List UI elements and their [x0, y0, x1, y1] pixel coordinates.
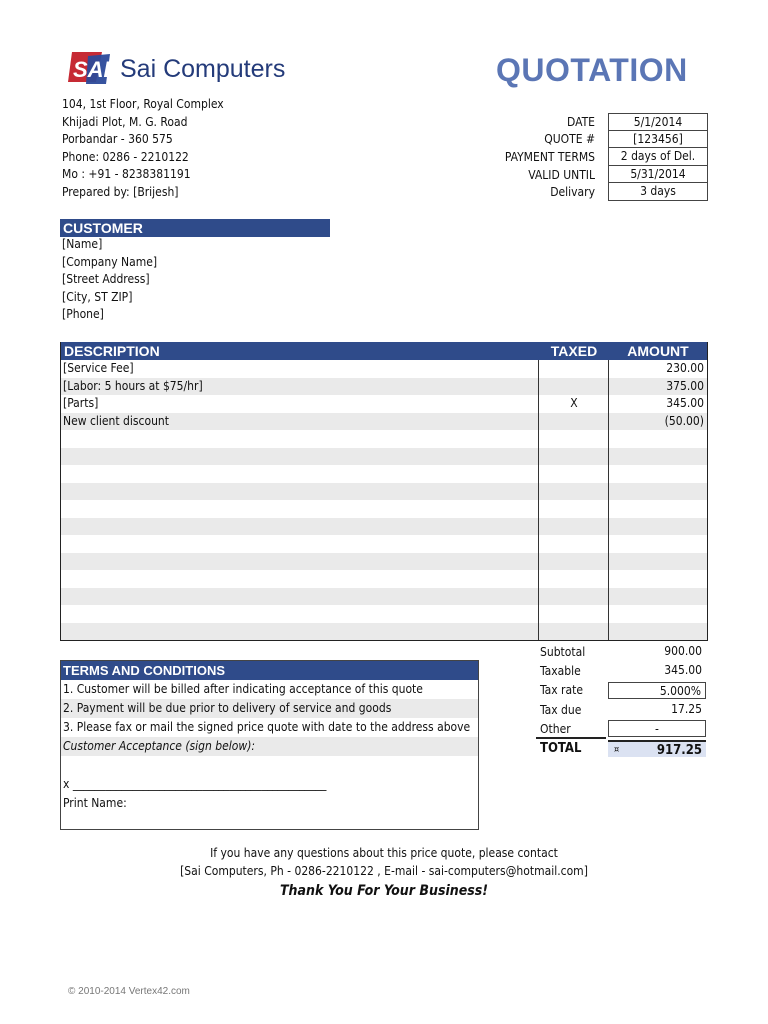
taxable-value: 345.00 — [664, 663, 702, 678]
total-divider — [536, 737, 606, 739]
subtotal-value: 900.00 — [664, 644, 702, 659]
company-address — [62, 96, 224, 202]
taxable-row — [540, 661, 706, 680]
table-row[interactable] — [61, 535, 707, 553]
document-title: QUOTATION — [496, 52, 688, 88]
print-name-label[interactable]: Print Name: — [63, 796, 127, 810]
table-row[interactable] — [61, 360, 707, 378]
total-label: TOTAL — [540, 740, 582, 756]
cell-amount[interactable]: (50.00) — [664, 413, 704, 428]
table-row[interactable] — [61, 500, 707, 518]
total-row — [540, 738, 706, 757]
signature-line[interactable]: x _______________________________________________ — [63, 777, 327, 791]
cell-description[interactable]: [Parts] — [63, 396, 99, 410]
table-row[interactable] — [61, 448, 707, 466]
other-label: Other — [540, 721, 571, 736]
other-field[interactable]: - — [608, 720, 706, 737]
taxable-label: Taxable — [540, 663, 581, 678]
copyright: © 2010-2014 Vertex42.com — [68, 986, 190, 997]
cell-description[interactable]: [Labor: 5 hours at $75/hr] — [63, 378, 203, 393]
delivery-field[interactable]: 3 days — [608, 183, 708, 201]
cell-taxed[interactable]: X — [570, 396, 578, 410]
tax-rate-row — [540, 681, 706, 700]
customer-details — [62, 236, 157, 324]
line-items-table — [60, 342, 708, 641]
cell-description[interactable]: New client discount — [63, 413, 169, 428]
meta-label: VALID UNTIL — [528, 167, 595, 182]
prepared-by: Prepared by: [Brijesh] — [62, 184, 179, 199]
customer-heading: CUSTOMER — [60, 219, 330, 237]
tax-due-row — [540, 700, 706, 719]
table-row[interactable] — [61, 483, 707, 501]
header-amount: AMOUNT — [627, 343, 689, 359]
header-description: DESCRIPTION — [64, 343, 160, 359]
contact-details: [Sai Computers, Ph - 0286-2210122 , E-mail - sai-computers@hotmail.com] — [180, 864, 588, 878]
meta-row-terms — [480, 148, 708, 166]
subtotal-label: Subtotal — [540, 644, 586, 659]
address-line: 104, 1st Floor, Royal Complex — [62, 97, 224, 111]
phone-line: Phone: 0286 - 2210122 — [62, 149, 189, 164]
address-line: Khijadi Plot, M. G. Road — [62, 114, 188, 129]
tax-rate-label: Tax rate — [540, 683, 583, 698]
tax-due-label: Tax due — [540, 702, 582, 717]
table-row[interactable] — [61, 395, 707, 413]
cell-amount[interactable]: 230.00 — [666, 361, 704, 375]
cell-description[interactable]: [Service Fee] — [63, 361, 134, 375]
table-row[interactable] — [61, 413, 707, 431]
customer-street[interactable]: [Street Address] — [62, 272, 150, 287]
header-taxed: TAXED — [550, 343, 598, 359]
payment-terms-field[interactable]: 2 days of Del. — [608, 148, 708, 166]
meta-label: QUOTE # — [544, 132, 595, 147]
customer-company[interactable]: [Company Name] — [62, 254, 158, 269]
meta-row-delivery — [480, 183, 708, 201]
terms-line: 2. Payment will be due prior to delivery of service and goods — [61, 699, 478, 718]
meta-row-quote — [480, 131, 708, 149]
thank-you-note: Thank You For Your Business! — [279, 883, 489, 899]
table-row[interactable] — [61, 570, 707, 588]
mobile-line: Mo : +91 - 8238381191 — [62, 167, 191, 182]
table-row[interactable] — [61, 605, 707, 623]
quote-meta — [480, 113, 708, 201]
svg-text:SAI: SAI — [73, 57, 110, 82]
meta-row-valid — [480, 166, 708, 184]
quote-number-field[interactable]: [123456] — [608, 131, 708, 149]
contact-line: If you have any questions about this price quote, please contact — [210, 846, 558, 860]
terms-line: 1. Customer will be billed after indicating acceptance of this quote — [63, 682, 423, 696]
meta-label: DATE — [567, 114, 595, 129]
table-row[interactable] — [61, 588, 707, 606]
table-row[interactable] — [61, 518, 707, 536]
tax-rate-field[interactable]: 5.000% — [608, 682, 706, 699]
address-line: Porbandar - 360 575 — [62, 132, 173, 147]
acceptance-label: Customer Acceptance (sign below): — [61, 737, 478, 756]
date-field[interactable]: 5/1/2014 — [608, 113, 708, 132]
column-divider — [608, 360, 609, 640]
total-value — [608, 740, 706, 757]
totals-panel — [540, 642, 706, 758]
terms-line: 3. Please fax or mail the signed price quote with date to the address above — [63, 720, 471, 734]
terms-heading: TERMS AND CONDITIONS — [61, 661, 478, 680]
spacer — [61, 756, 478, 775]
terms-box — [60, 660, 479, 830]
meta-label: Delivary — [550, 185, 595, 200]
table-row[interactable] — [61, 623, 707, 641]
cell-amount[interactable]: 375.00 — [666, 378, 704, 393]
company-logo — [66, 50, 114, 86]
items-header — [61, 342, 707, 360]
table-row[interactable] — [61, 430, 707, 448]
table-row[interactable] — [61, 553, 707, 571]
total-amount: 917.25 — [656, 742, 702, 758]
meta-label: PAYMENT TERMS — [504, 149, 595, 164]
table-row[interactable] — [61, 465, 707, 483]
table-row[interactable] — [61, 378, 707, 396]
customer-name[interactable]: [Name] — [62, 237, 103, 251]
tax-due-value: 17.25 — [671, 702, 702, 717]
company-name: Sai Computers — [120, 55, 286, 83]
cell-amount[interactable]: 345.00 — [666, 396, 704, 410]
other-row — [540, 719, 706, 738]
column-divider — [538, 360, 539, 640]
subtotal-row — [540, 642, 706, 661]
valid-until-field[interactable]: 5/31/2014 — [608, 166, 708, 184]
customer-city[interactable]: [City, ST ZIP] — [62, 289, 133, 304]
meta-row-date — [480, 113, 708, 131]
total-marker-icon: ¤ — [614, 744, 620, 755]
customer-phone[interactable]: [Phone] — [62, 307, 104, 322]
